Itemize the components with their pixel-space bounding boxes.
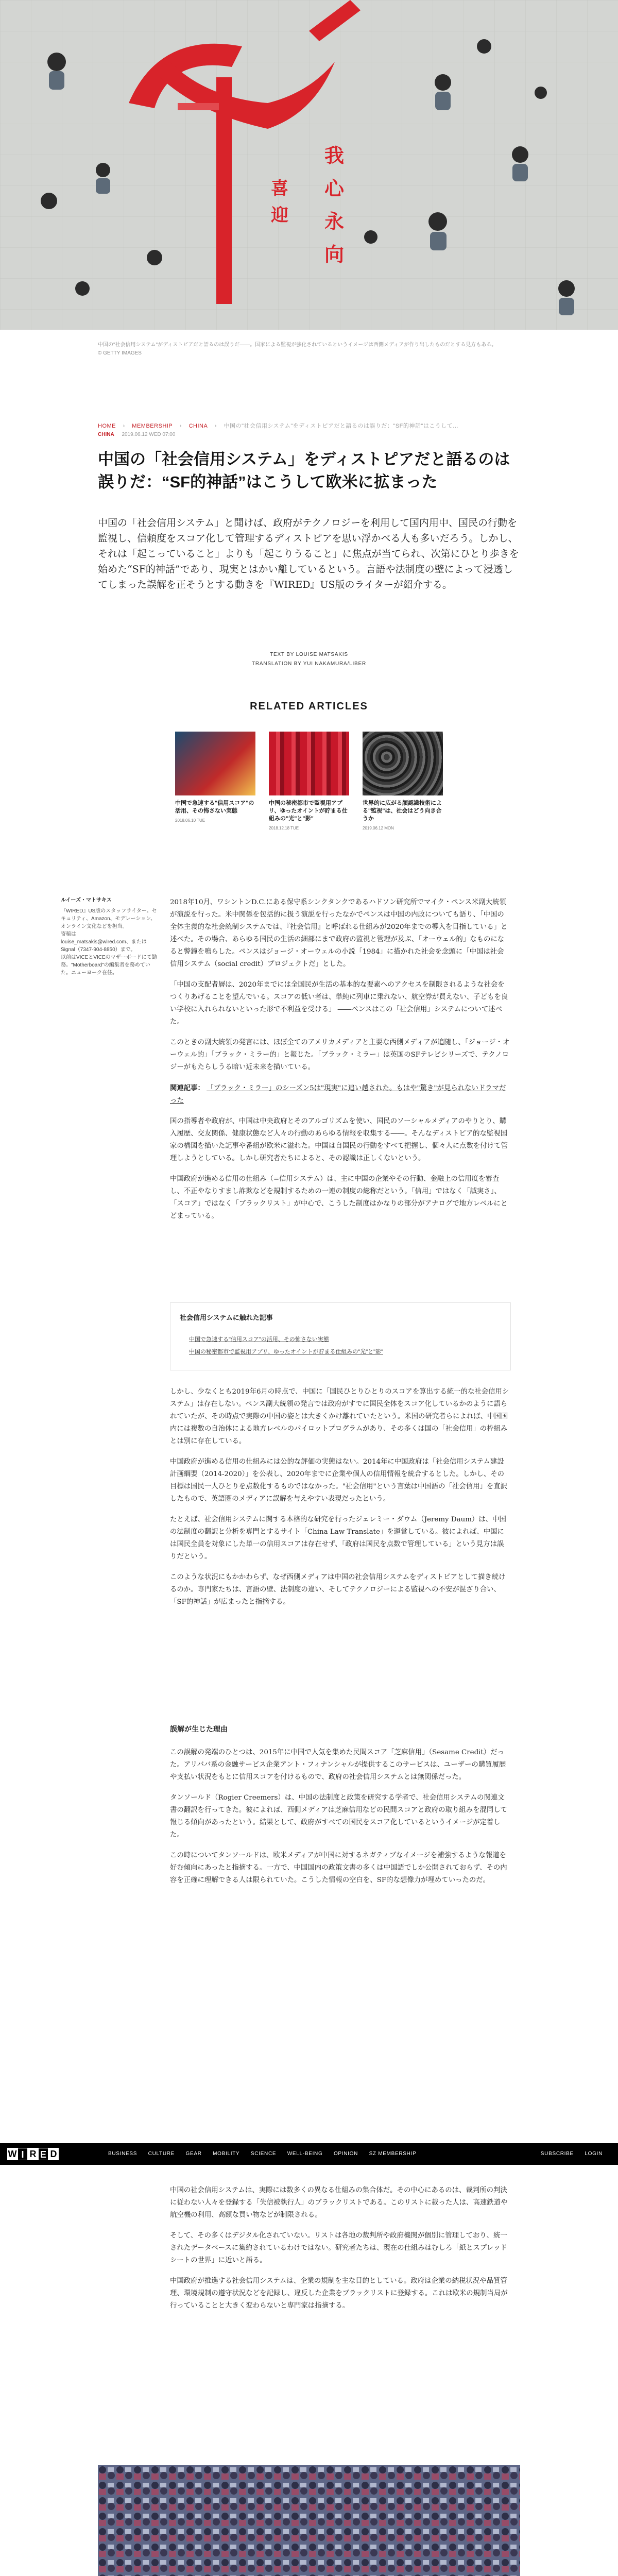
nav-item-well-being[interactable]: WELL-BEING xyxy=(287,2151,323,2157)
related-card[interactable] xyxy=(269,732,349,831)
hero-illustration xyxy=(0,0,618,330)
breadcrumb-home[interactable]: HOME xyxy=(98,423,116,429)
nav-menu xyxy=(108,2151,425,2157)
related-inline-link[interactable]: 「ブラック・ミラー」のシーズン5は"現実"に追い越された。もはや"驚き"が見られないドラマだった xyxy=(170,1084,506,1105)
nav-item-sz-membership[interactable]: SZ MEMBERSHIP xyxy=(369,2151,417,2157)
related-heading: RELATED ARTICLES xyxy=(250,701,368,712)
banner-left xyxy=(271,175,289,229)
nav-item-gear[interactable]: GEAR xyxy=(185,2151,202,2157)
banner-char: 我 xyxy=(324,144,345,167)
body-paragraph: このような状況にもかかわらず、なぜ西側メディアは中国の社会信用システムをディストピアとして描き続けるのか。専門家たちは、言語の壁、法制度の違い、そしてテクノロジーによる監視への不安が混ざり合い、「SF的神話」が広まったと指摘する。 xyxy=(170,1573,506,1606)
section-tag[interactable]: CHINA xyxy=(98,432,114,437)
related-date: 2018.12.18 TUE xyxy=(269,826,299,831)
banner-char: 喜 xyxy=(271,178,288,199)
logo-letter: E xyxy=(38,2148,48,2160)
author-bio: 『WIRED』US版のスタッフライター。セキュリティ、Amazon、モデレーション、オンライン文化などを担当。 寄稿は louise_matsakis@wired.com、またはSignal（7347-904-8850）まで。 以前はVICEとVICEのマザーボードにて勤務。"Motherboard"の編集者を務めていた。ニューヨーク在住。 xyxy=(61,908,157,976)
article-body-1 xyxy=(170,896,510,1231)
article-body-2 xyxy=(170,1386,510,1617)
body-paragraph: 中国の社会信用システムは、実際には数多くの異なる仕組みの集合体だ。その中心にあるのは、裁判所の判決に従わない人々を登録する「失信被執行人」のブラックリストである。このリストに載った人は、高速鉄道や航空機の利用、高額な買い物などが制限される。 xyxy=(170,2187,508,2219)
breadcrumb-current: 中国の"社会信用システム"をディストピアだと語るのは誤りだ："SF的神話"はこうして... xyxy=(224,423,458,429)
related-title[interactable]: 中国で急速する"信用スコア"の活用、その怖さない実態 xyxy=(175,800,254,814)
body-paragraph: 国の指導者や政府が、中国は中央政府とそのアルゴリズムを使い、国民のソーシャルメディアのやりとり、購入履歴、交友関係、健康状態など人々の行動のあらゆる情報を収集する――。そんなディストピア的な監視国家の構図を描いた記事や番組が欧米に溢れた。中国は自国民の行動をすべて把握し、個々人に点数を付けて管理しようとしている。しかし研究者たちによると、その認識は正しくないという。 xyxy=(170,1117,508,1162)
related-title[interactable]: 中国の秘密都市で監視用アプリ、ゆったオイントが貯まる仕組みの"光"と"影" xyxy=(269,800,348,822)
caption-text: 中国の"社会信用システム"がディストピアだと語るのは誤りだ——。国家による監視が強化されているというイメージは西側メディアが作り出したものだとする見方もある。 xyxy=(98,342,497,348)
sticky-navbar xyxy=(0,2143,618,2165)
related-card[interactable] xyxy=(363,732,443,831)
photo-credit: © GETTY IMAGES xyxy=(98,350,142,356)
nav-right xyxy=(531,2151,603,2157)
crowd-illustration xyxy=(98,2465,520,2576)
nav-item-culture[interactable]: CULTURE xyxy=(148,2151,175,2157)
byline-author: TEXT BY LOUISE MATSAKIS xyxy=(270,652,348,657)
article-dek: 中国の「社会信用システム」と聞けば、政府がテクノロジーを利用して国内用中、国民の行動を監視し、信頼度をスコア化して管理するディストピアを思い浮かべる人も多いだろう。しかし、それは「起こっていること」よりも「起こりうること」に焦点が当てられ、次第にひとり歩きを始めた“SF的神話”であり、現実とはかい離しているという。言語や法制度の壁によって浸透してしまった誤解を正そうとする動きを『WIRED』US版のライターが紹介する。 xyxy=(98,517,519,590)
related-link-paragraph xyxy=(170,1082,510,1107)
related-card[interactable] xyxy=(175,732,255,823)
body-paragraph: タンソールド（Rogier Creemers）は、中国の法制度と政策を研究する学者で、社会信用システムの関連文書の翻訳を行ってきた。彼によれば、西側メディアは芝麻信用などの民間スコアと政府の取り組みを混同して報じる傾向があったという。結果として、政府がすべての国民をスコア化しているというイメージが定着した。 xyxy=(170,1794,508,1839)
body-paragraph: 中国政府が進める信用の仕組みには公的な評価の実態はない。2014年に中国政府は「社会信用システム建設計画綱要（2014-2020）」を公表し、2020年までに企業や個人の信用情報を統合するとした。しかし、その目標は国民一人ひとりを点数化するものではなかった。"社会信用"という言葉は中国語の「社会信用」を直訳したもので、英語圏のメディアに誤解を与えやすい表現だったという。 xyxy=(170,1458,508,1503)
related-label: 関連記事： xyxy=(170,1084,204,1092)
article-meta xyxy=(98,432,175,437)
body-paragraph: 「中国の支配者層は、2020年までには全国民が生活の基本的な要素へのアクセスを制限されるような社会をつくりあげることを望んでいる。スコアの低い者は、単純に列車に乗れない、航空券が買えない、子どもを良い学校に入れられないといった形で不利益を受ける」 ――ペンスはこの「社会信用」システムについて述べた。 xyxy=(170,981,508,1026)
hero-caption xyxy=(98,341,520,358)
body-paragraph: そして、その多くはデジタル化されていない。リストは各地の裁判所や政府機関が個別に管理しており、統一されたデータベースに集約されているわけではない。研究者たちは、現在の仕組みはむしろ「紙とスプレッドシートの世界」に近いと語る。 xyxy=(170,2232,507,2264)
section-heading: 誤解が生じた理由 xyxy=(170,1725,228,1734)
banner-char: 心 xyxy=(324,177,345,200)
login-link[interactable]: LOGIN xyxy=(585,2151,603,2157)
body-paragraph: この誤解の発端のひとつは、2015年に中国で人気を集めた民間スコア「芝麻信用」（Sesame Credit）だった。アリババ系の金融サービス企業アント・フィナンシャルが提供するこのサービスは、ユーザーの購買履歴や支払い状況をもとに信用スコアを付けるもので、政府の社会信用システムとは無関係だった。 xyxy=(170,1749,506,1781)
crowd-photo xyxy=(98,2465,520,2576)
nav-item-business[interactable]: BUSINESS xyxy=(108,2151,138,2157)
breadcrumb-china[interactable]: CHINA xyxy=(188,423,208,429)
body-paragraph: この時についてタンソールドは、欧米メディアが中国に対するネガティブなイメージを補強するような報道を好む傾向にあったと指摘する。一方で、中国国内の政策文書の多くは中国語でしか公開されておらず、その内容を正確に理解できる人は限られていた。こうした情報の空白を、SF的な想像力が埋めていったのだ。 xyxy=(170,1852,507,1884)
related-date: 2019.06.12 MON xyxy=(363,826,394,831)
banner-char: 向 xyxy=(324,243,345,266)
banner-right xyxy=(324,139,343,271)
box-heading: 社会信用システムに触れた記事 xyxy=(180,1314,273,1321)
related-date: 2018.06.10 TUE xyxy=(175,818,205,823)
breadcrumb-membership[interactable]: MEMBERSHIP xyxy=(132,423,173,429)
logo-letter: D xyxy=(48,2148,59,2160)
nav-item-opinion[interactable]: OPINION xyxy=(333,2151,358,2157)
related-title[interactable]: 世界的に広がる顔認識技術による"監視"は、社会はどう向き合うか xyxy=(363,800,442,822)
banner-char: 迎 xyxy=(271,205,288,226)
related-thumbnail[interactable] xyxy=(269,732,349,795)
nav-item-mobility[interactable]: MOBILITY xyxy=(213,2151,240,2157)
article-title: 中国の「社会信用システム」をディストピアだと語るのは誤りだ：“SF的神話”はこうして欧米に拡まった xyxy=(98,450,510,491)
box-link[interactable]: 中国の秘密都市で監視用アプリ、ゆったオイントが貯まる仕組みの"光"と"影" xyxy=(189,1349,383,1355)
banner-char: 永 xyxy=(324,210,345,233)
body-paragraph: 2018年10月、ワシントンD.C.にある保守系シンクタンクであるハドソン研究所でマイク・ペンス米副大統領が演説を行った。米中関係を包括的に扱う演説を行ったなかでペンスは中国の内政についても語り、「中国の全体主義的な社会統制システムでは、『社会信用』と呼ばれる仕組みが2020年までの導入を目指している」と述べた。その場合、あらゆる国民の生活の細部にまで政府の監視と管理が及ぶ、「オーウェル的」なものになると警鐘を鳴らした。ペンスはジョージ・オーウェルの小説「1984」に描かれた社会を念頭に「中国は社会信用システム（social credit）プロジェクトだ」とした。 xyxy=(170,899,508,968)
related-thumbnail[interactable] xyxy=(175,732,255,795)
logo-letter: I xyxy=(18,2148,28,2160)
body-paragraph: 中国政府が進める信用の仕組み（=信用システム）は、主に中国の企業やその行動、金融上の信用度を審査し、不正やなりすまし詐欺などを規制するための一連の制度の総称だという。「信用」ではなく「誠実さ」、「スコア」ではなく「ブラックリスト」が中心で、こうした制度はかなりの部分がアナログで地方レベルにとどまっている。 xyxy=(170,1175,508,1220)
body-paragraph: 中国政府が推進する社会信用システムは、企業の規制を主な目的としている。政府は企業の納税状況や品質管理、環境規制の遵守状況などを記録し、違反した企業をブラックリストに登録する。これは欧米の規制当局が行っていることと大きく変わらないと専門家は指摘する。 xyxy=(170,2277,508,2310)
byline-translation: TRANSLATION BY YUI NAKAMURA/LIBER xyxy=(251,661,366,667)
nav-item-science[interactable]: SCIENCE xyxy=(250,2151,277,2157)
author-sidebar xyxy=(61,896,159,977)
body-paragraph: しかし、少なくとも2019年6月の時点で、中国に「国民ひとりひとりのスコアを算出する統一的な社会信用システム」は存在しない。ペンス副大統領の発言では政府がすでに国民全体をスコア化しているかのように語られていたが、その時点で実際の中国の姿とは大きくかけ離れていたという。米国の研究者らによれば、中国国内には複数の自治体による地方レベルのパイロットプログラムがあり、その多くは国の「社会信用」の枠組みとは別に存在している。 xyxy=(170,1388,509,1445)
breadcrumb: HOME › MEMBERSHIP › CHINA › 中国の"社会信用システム"をディストピアだと語るのは誤りだ："SF的神話"はこうして... xyxy=(98,423,458,429)
logo-letter: R xyxy=(28,2148,38,2160)
author-name: ルイーズ・マトサキス xyxy=(61,897,112,903)
related-links-box xyxy=(170,1302,511,1370)
publish-date: 2019.06.12 WED 07:00 xyxy=(122,432,176,437)
article-body-4 xyxy=(170,2184,510,2320)
box-link[interactable]: 中国で急速する"信用スコア"の活用、その怖さない実態 xyxy=(189,1336,329,1343)
article-body-3 xyxy=(170,1747,510,1895)
body-paragraph: たとえば、社会信用システムに関する本格的な研究を行ったジェレミー・ダウム（Jeremy Daum）は、中国の法制度の翻訳と分析を専門とするサイト「China Law Translate」を運営している。彼によれば、中国には国民全員を対象にした単一の信用スコアは存在せず、「政府は国民を点数で管理している」という見方は誤りだという。 xyxy=(170,1516,506,1561)
logo-letter: W xyxy=(8,2149,17,2159)
related-thumbnail[interactable] xyxy=(363,732,443,795)
subscribe-link[interactable]: SUBSCRIBE xyxy=(540,2151,574,2157)
body-paragraph: このときの副大統領の発言には、ほぼ全てのアメリカメディアと主要な西側メディアが追随し、「ジョージ・オーウェル的」「ブラック・ミラー的」と報じた。「ブラック・ミラー」は英国のSFテレビシリーズで、テクノロジーがもたらしうる暗い近未来を描いている。 xyxy=(170,1039,510,1071)
wired-logo[interactable] xyxy=(7,2148,59,2160)
hero-image xyxy=(0,0,618,330)
byline xyxy=(0,650,618,669)
